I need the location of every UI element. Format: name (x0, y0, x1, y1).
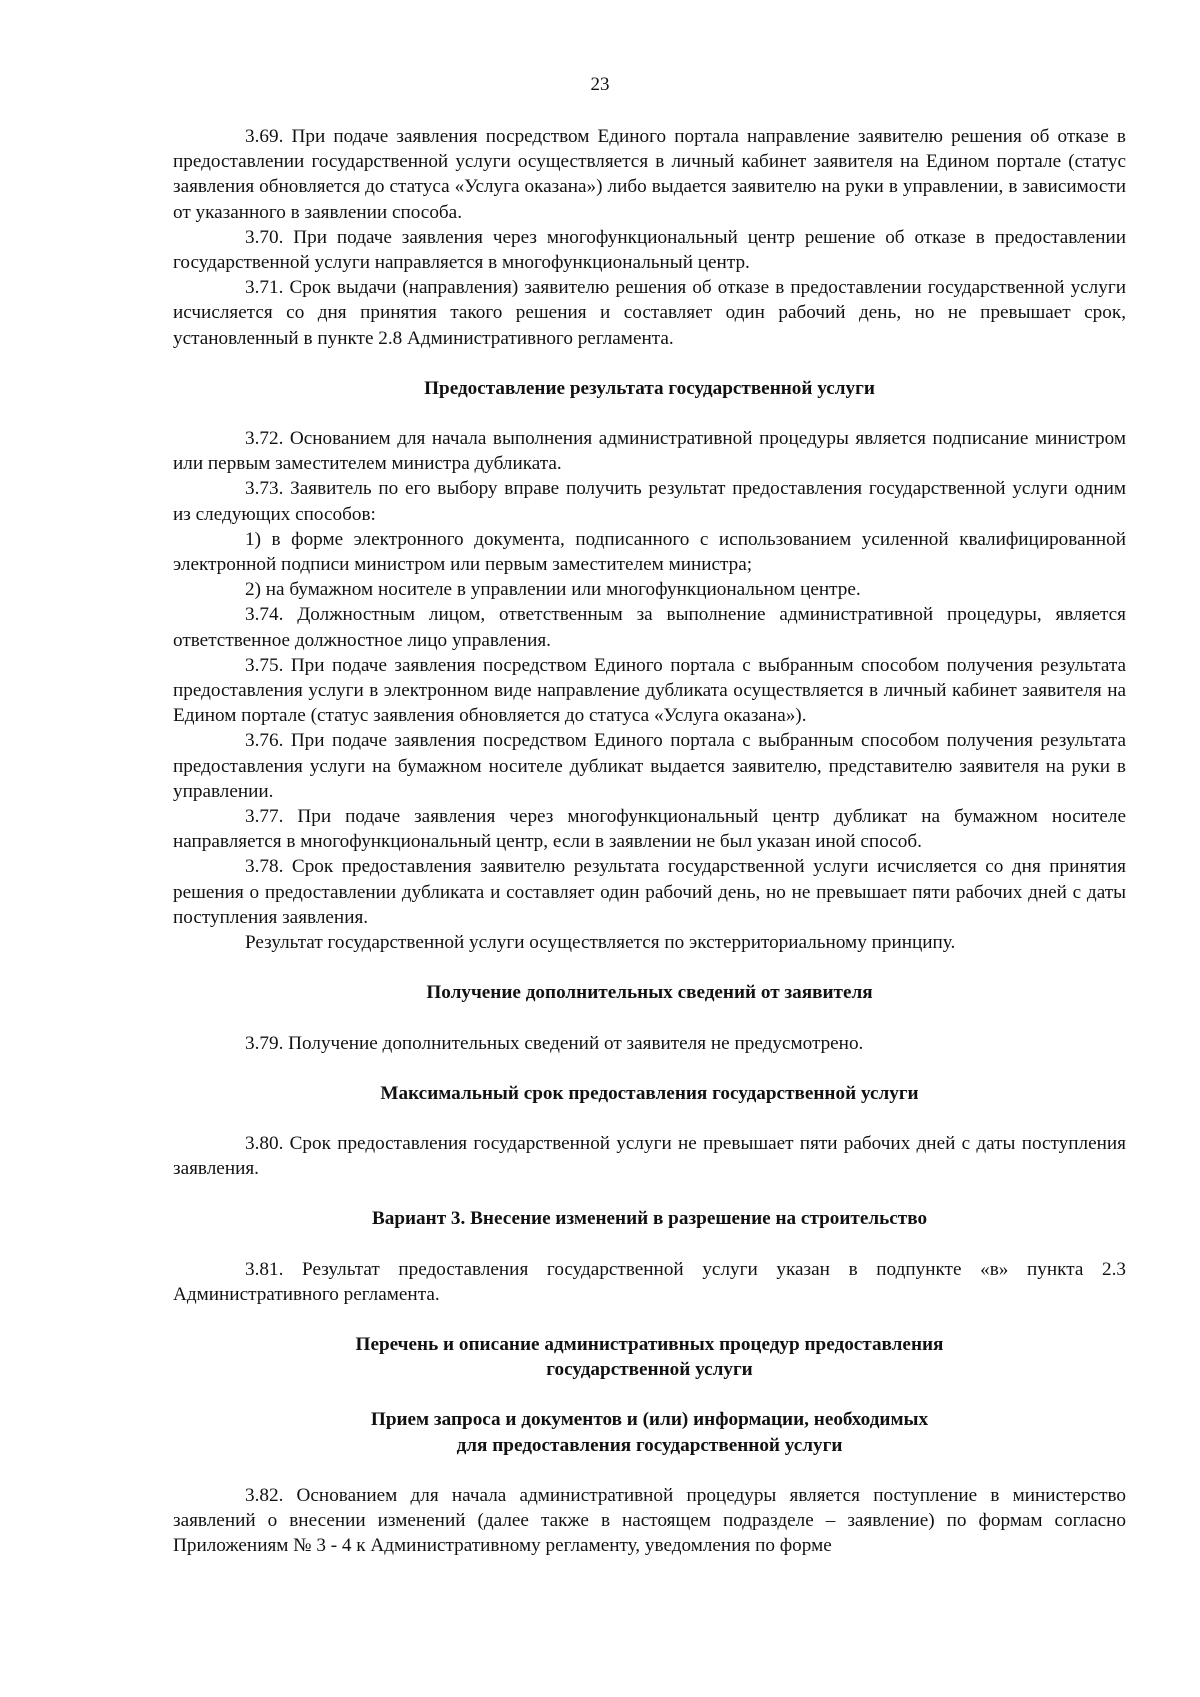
heading-reception-line-1: Прием запроса и документов и (или) информации, необходимых (370, 1409, 929, 1431)
heading-procedures-line-1: Перечень и описание административных процедур предоставления (355, 1333, 944, 1355)
paragraph-3-74: 3.74. Должностным лицом, ответственным за выполнение административной процедуры, является ответственное должностное лицо управления. (173, 604, 1126, 651)
paragraph-3-77: 3.77. При подаче заявления через многофункциональный центр дубликат на бумажном носителе направляется в многофункциональный центр, если в заявлении не был указан иной способ. (173, 806, 1126, 853)
heading-procedures-line-2: государственной услуги (546, 1359, 753, 1381)
heading-result: Предоставление результата государственной услуги (424, 377, 875, 399)
paragraph-3-73-item-2: 2) на бумажном носителе в управлении или многофункциональном центре. (245, 579, 861, 601)
paragraph-3-79: 3.79. Получение дополнительных сведений от заявителя не предусмотрено. (245, 1032, 864, 1054)
paragraph-3-70: 3.70. При подаче заявления через многофункциональный центр решение об отказе в предоставлении государственной услуги направляется в многофункциональный центр. (173, 226, 1126, 274)
paragraph-3-76: 3.76. При подаче заявления посредством Единого портала с выбранным способом получения результата предоставления услуги на бумажном носителе дубликат выдается заявителю, представителю заявителя на руки в управлении. (173, 730, 1126, 802)
heading-max-term: Максимальный срок предоставления государственной услуги (380, 1082, 919, 1104)
paragraph-3-72: 3.72. Основанием для начала выполнения административной процедуры является подписание министром или первым заместителем министра дубликата. (173, 428, 1126, 475)
paragraph-3-75: 3.75. При подаче заявления посредством Единого портала с выбранным способом получения результата предоставления услуги в электронном виде направление дубликата осуществляется в личный кабинет заявителя на Едином портале (статус заявления обновляется до статуса «Услуга оказана»). (173, 654, 1126, 727)
paragraph-3-73-item-1: 1) в форме электронного документа, подписанного с использованием усиленной квалифицированной электронной подписи министром или первым заместителем министра; (173, 528, 1126, 576)
heading-variant-3: Вариант 3. Внесение изменений в разрешение на строительство (371, 1208, 928, 1230)
paragraph-3-71: 3.71. Срок выдачи (направления) заявителю решения об отказе в предоставлении государственной услуги исчисляется со дня принятия такого решения и составляет один рабочий день, но не превышает срок, установленный в пункте 2.8 Административного регламента. (173, 277, 1126, 349)
heading-additional-info: Получение дополнительных сведений от заявителя (426, 982, 873, 1004)
page-number: 23 (590, 74, 610, 95)
paragraph-3-78: 3.78. Срок предоставления заявителю результата государственной услуги исчисляется со дня принятия решения о предоставлении дубликата и составляет один рабочий день, но не превышает пяти рабочих дней с даты поступления заявления. (173, 856, 1126, 928)
heading-procedures (173, 1332, 1126, 1382)
heading-reception-line-2: для предоставления государственной услуги (456, 1434, 843, 1456)
paragraph-3-78-extra: Результат государственной услуги осуществляется по экстерриториальному принципу. (245, 932, 956, 954)
paragraph-3-80: 3.80. Срок предоставления государственной услуги не превышает пяти рабочих дней с даты поступления заявления. (173, 1132, 1126, 1180)
paragraph-3-69: 3.69. При подаче заявления посредством Единого портала направление заявителю решения об отказе в предоставлении государственной услуги осуществляется в личный кабинет заявителя на Едином портале (статус заявления обновляется до статуса «Услуга оказана») либо выдается заявителю на руки в управлении, в зависимости от указанного в заявлении способа. (173, 126, 1126, 223)
paragraph-3-81: 3.81. Результат предоставления государственной услуги указан в подпункте «в» пункта 2.3 Административного регламента. (173, 1258, 1126, 1305)
heading-reception (173, 1407, 1126, 1457)
document-body (173, 124, 1126, 1558)
paragraph-3-73: 3.73. Заявитель по его выбору вправе получить результат предоставления государственной услуги одним из следующих способов: (173, 478, 1126, 525)
paragraph-3-82: 3.82. Основанием для начала административной процедуры является поступление в министерство заявлений о внесении изменений (далее также в настоящем подразделе – заявление) по формам согласно Приложениям № 3 - 4 к Административному регламенту, уведомления по форме (173, 1484, 1126, 1557)
